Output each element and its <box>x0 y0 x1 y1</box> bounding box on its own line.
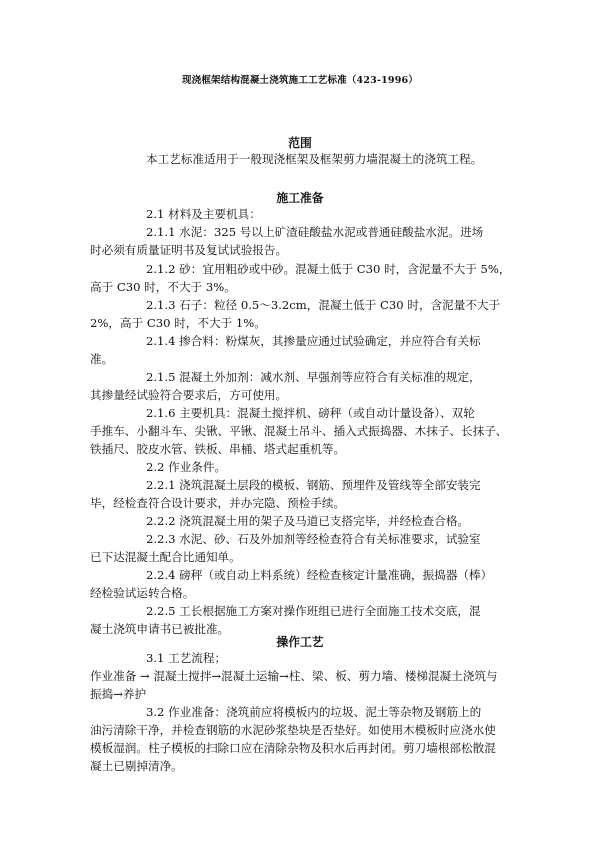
prep-line: 2.2 作业条件。 <box>146 460 227 474</box>
prep-line: 2.1.4 掺合料：粉煤灰，其掺量应通过试验确定，并应符合有关标 <box>146 334 481 348</box>
prep-line: 凝土浇筑申请书已被批准。 <box>90 622 230 636</box>
prep-line: 高于 C30 时，不大于 3%。 <box>90 280 236 294</box>
prep-line: 2.1.6 主要机具：混凝土搅拌机、磅秤（或自动计量设备）、双轮 <box>146 406 475 420</box>
prep-line: 已下达混凝土配合比通知单。 <box>90 550 241 564</box>
process-line: 模板湿润。柱子模板的扫除口应在清除杂物及积水后再封闭。剪刀墙根部松散混 <box>90 741 496 755</box>
prep-line: 铁插尺、胶皮水管、铁板、串桶、塔式起重机等。 <box>90 442 346 456</box>
document-title: 现浇框架结构混凝土浇筑施工工艺标准（423-1996） <box>181 75 419 86</box>
process-line: 油污清除干净，并检查钢筋的水泥砂浆垫块是否垫好。如使用木模板时应浇水使 <box>90 723 496 737</box>
scope-text: 本工艺标准适用于一般现浇框架及框架剪力墙混凝土的浇筑工程。 <box>146 152 483 166</box>
prep-line: 2.1.2 砂：宜用粗砂或中砂。混凝土低于 C30 时，含泥量不大于 5%， <box>146 262 511 276</box>
process-line: 振捣→养护 <box>90 687 147 701</box>
prep-line: 2.2.1 浇筑混凝土层段的模板、钢筋、预埋件及管线等全部安装完 <box>146 478 481 492</box>
process-line: 凝土已剔掉清净。 <box>90 759 183 773</box>
prep-line: 2.2.4 磅秤（或自动上料系统）经检查核定计量准确，振捣器（棒） <box>146 568 493 582</box>
process-line: 3.2 作业准备：浇筑前应将模板内的垃圾、泥土等杂物及钢筋上的 <box>146 705 482 719</box>
prep-line: 时必须有质量证明书及复试试验报告。 <box>90 243 288 257</box>
section-heading-scope: 范围 <box>288 136 312 150</box>
prep-line: 2.2.2 浇筑混凝土用的架子及马道已支搭完毕，并经检查合格。 <box>146 514 470 528</box>
process-line: 3.1 工艺流程； <box>146 651 227 665</box>
prep-line: 经检验试运转合格。 <box>90 586 195 600</box>
prep-line: 2.1.3 石子：粒径 0.5～3.2cm，混凝土低于 C30 时，含泥量不大于 <box>146 298 501 312</box>
prep-line: 准。 <box>90 352 114 366</box>
prep-line: 毕，经检查符合设计要求，并办完隐、预检手续。 <box>90 496 346 510</box>
prep-line: 其掺量经试验符合要求后，方可使用。 <box>90 388 288 402</box>
prep-line: 2.1.5 混凝土外加剂：减水剂、早强剂等应符合有关标准的规定， <box>146 370 481 384</box>
process-line: 作业准备 → 混凝土搅拌→混凝土运输→柱、梁、板、剪力墙、楼梯混凝土浇筑与 <box>90 669 498 683</box>
prep-line: 2.2.5 工长根据施工方案对操作班组已进行全面施工技术交底，混 <box>146 604 481 618</box>
prep-line: 2.2.3 水泥、砂、石及外加剂等经检查符合有关标准要求，试验室 <box>146 532 481 546</box>
prep-line: 手推车、小翻斗车、尖锹、平锹、混凝土吊斗、插入式振捣器、木抹子、长抹子、 <box>90 424 508 438</box>
section-heading-prep: 施工准备 <box>276 191 324 205</box>
prep-line: 2%，高于 C30 时，不大于 1%。 <box>90 316 266 330</box>
section-heading-process: 操作工艺 <box>276 635 324 649</box>
prep-line: 2.1 材料及主要机具： <box>146 207 261 221</box>
prep-line: 2.1.1 水泥：325 号以上矿渣硅酸盐水泥或普通硅酸盐水泥。进场 <box>146 225 484 239</box>
